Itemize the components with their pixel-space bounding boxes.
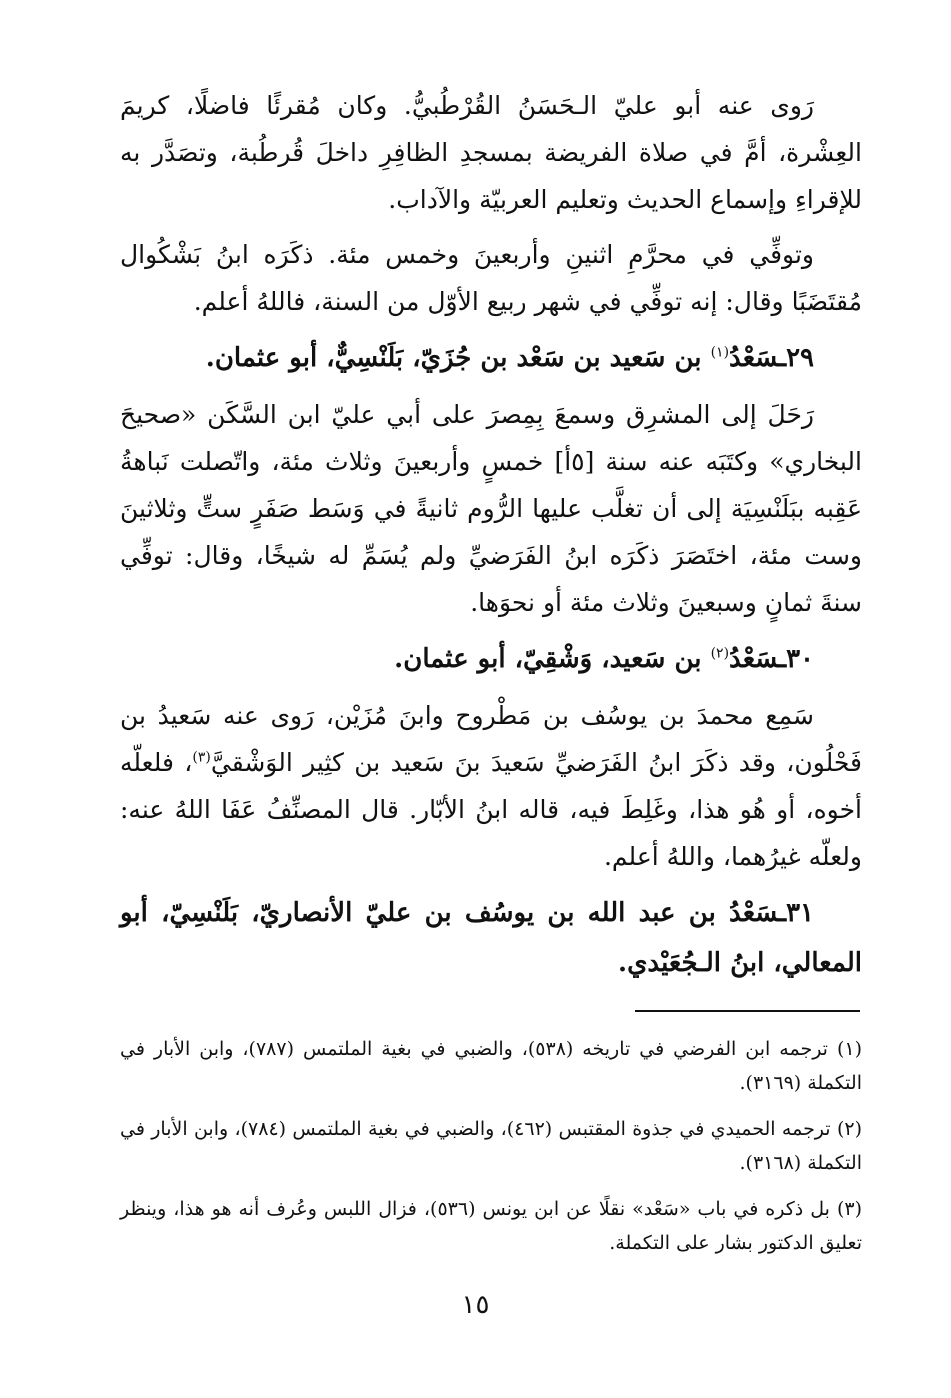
entry-rest: بن عبد الله بن يوسُف بن عليّ الأنصاريّ، بَلَنْسِيّ، أبو المعالي، ابنُ الـجُعَيْدي.: [120, 898, 862, 978]
entry-number: ٣١ـ: [778, 898, 814, 928]
footnote-label: (٢): [836, 1118, 862, 1140]
footnote-1: [120, 1032, 862, 1100]
footnote-ref[interactable]: (٣): [192, 749, 211, 766]
entry-name: سَعْدُ: [729, 644, 779, 674]
entry-rest: بن سَعيد بن سَعْد بن جُزَيّ، بَلَنْسِيٌّ، أبو عثمان.: [205, 343, 711, 373]
page-number: ١٥: [461, 1290, 490, 1320]
footnote-divider: [635, 1010, 860, 1012]
entry-number: ٣٠ـ: [778, 644, 814, 674]
paragraph-2: وتوفِّي في محرَّمِ اثنينِ وأربعينَ وخمس مئة. ذكَرَه ابنُ بَشْكُوال مُقتَضَبًا وقال: إنه توفِّي في شهر ربيع الأوّل من السنة، فاللهُ أعلم.: [120, 240, 862, 316]
entry-name: سَعْدُ: [729, 898, 779, 928]
entry-30-heading: [120, 634, 862, 684]
entry-29-heading: [120, 333, 862, 383]
entry-29-body: رَحَلَ إلى المشرِق وسمعَ بِمِصرَ على أبي عليّ ابن السَّكَن «صحيحَ البخاري» وكتَبَه عنه سنة [٥أ] خمسٍ وأربعينَ وثلاث مئة، واتّصلت نَباهةُ عَقِبه ببَلَنْسِيَة إلى أن تغلَّب عليها الرُّوم ثانيةً في وَسَط صَفَرٍ ستٍّ وثلاثينَ وست مئة، اختَصَرَ ذكَرَه ابنُ الفَرَضيِّ ولم يُسَمِّ له شيخًا، وقال: توفِّي سنةَ ثمانٍ وسبعينَ وثلاث مئة أو نحوَها.: [120, 400, 862, 617]
main-text: [120, 82, 862, 996]
entry-number: ٢٩ـ: [778, 343, 814, 373]
footnote-label: (١): [836, 1038, 863, 1060]
entry-30-body: [120, 692, 862, 880]
footnote-ref[interactable]: (١): [710, 344, 730, 361]
paragraph-1: رَوى عنه أبو عليّ الـحَسَنُ القُرْطُبيُّ. وكان مُقرئًا فاضلًا، كريمَ العِشْرة، أمَّ في صلاة الفريضة بمسجدِ الظافِرِ داخلَ قُرطُبة، وتصَدَّر به للإقراءِ وإسماع الحديث وتعليم العربيّة والآداب.: [120, 91, 862, 214]
footnote-3: [120, 1192, 862, 1260]
entry-rest: بن سَعيد، وَشْقِيّ، أبو عثمان.: [394, 644, 711, 674]
entry-name: سَعْدُ: [729, 343, 779, 373]
footnote-text: بل ذكره في باب «سَعْد» نقلًا عن ابن يونس (٥٣٦)، فزال اللبس وعُرف أنه هو هذا، وينظر تعليق الدكتور بشار على التكملة.: [120, 1198, 862, 1254]
entry-30-body-before: سَمِع محمدَ بن يوسُف بن مَطْروح وابنَ مُزَيْن، رَوى عنه سَعيدُ بن فَحْلُون، وقد ذكَرَ ابنُ الفَرَضيِّ سَعيدَ بنَ سَعيد بن كثِير الوَشْقيَّ: [120, 701, 862, 777]
footnote-label: (٣): [836, 1198, 862, 1220]
footnote-ref[interactable]: (٢): [710, 645, 730, 662]
footnote-text: ترجمه ابن الفرضي في تاريخه (٥٣٨)، والضبي في بغية الملتمس (٧٨٧)، وابن الأبار في التكملة (٣١٦٩).: [120, 1038, 862, 1094]
footnotes: [120, 1032, 862, 1272]
entry-31-heading: [120, 888, 862, 988]
footnote-text: ترجمه الحميدي في جذوة المقتبس (٤٦٢)، والضبي في بغية الملتمس (٧٨٤)، وابن الأبار في التكملة (٣١٦٨).: [120, 1118, 862, 1174]
footnote-2: [120, 1112, 862, 1180]
entry-30-body-after: ، فلعلّه أخوه، أو هُو هذا، وغَلِطَ فيه، قاله ابنُ الأبّار. قال المصنِّفُ عَفَا اللهُ عنه: ولعلّه غيرُهما، واللهُ أعلم.: [120, 748, 862, 871]
